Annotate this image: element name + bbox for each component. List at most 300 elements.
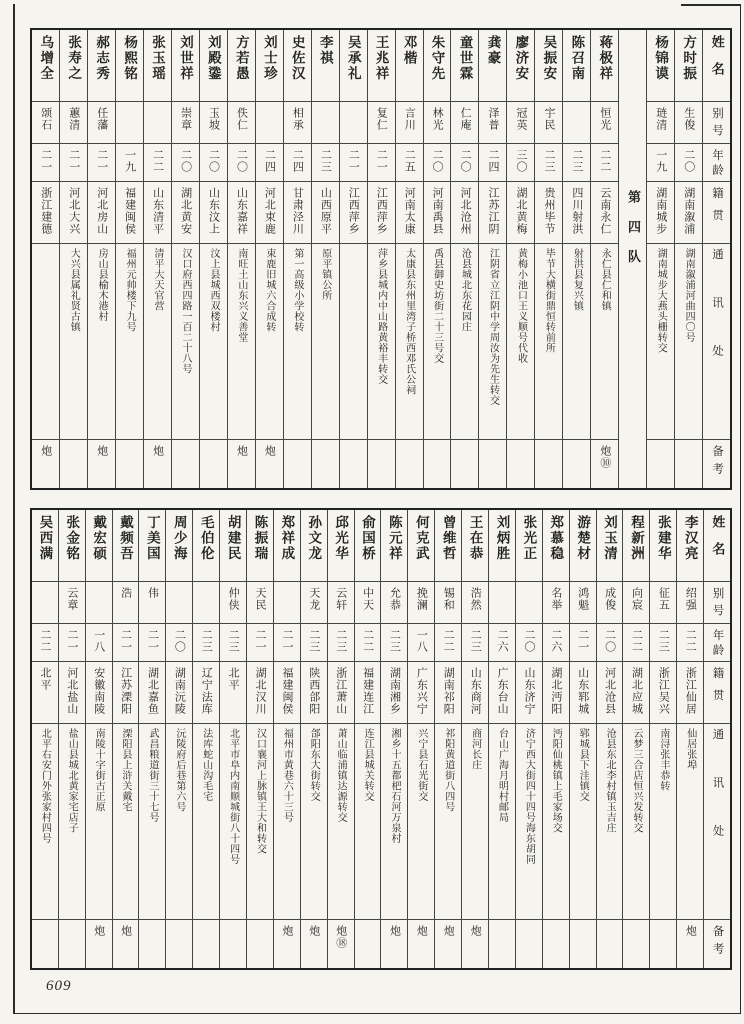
person-address — [597, 724, 623, 920]
person-age — [507, 144, 534, 182]
person-native — [507, 182, 534, 244]
person-native — [479, 182, 506, 244]
person-address-text: 萍乡县城内中山路黄裕丰转交 — [375, 248, 387, 385]
person-alias — [144, 102, 171, 144]
person-column — [380, 510, 407, 968]
person-age-text: 二一 — [254, 629, 267, 653]
person-native-text: 山东汶上 — [207, 187, 220, 235]
row-label-column — [702, 30, 730, 488]
person-name — [340, 30, 367, 102]
person-column — [434, 510, 461, 968]
person-name-text: 张建华 — [655, 515, 671, 562]
person-address-text: 永仁县仁和镇 — [599, 248, 611, 311]
row-label-remark-text: 备考 — [710, 445, 723, 480]
person-name-text: 郝志秀 — [94, 35, 110, 82]
person-native-text: 云南永仁 — [598, 187, 611, 235]
person-age — [381, 624, 407, 662]
person-address-text: 商河长庄 — [469, 728, 481, 770]
person-remark — [543, 920, 569, 968]
person-remark-text: 炮 — [119, 925, 132, 937]
person-native-text: 湖北应城 — [630, 667, 643, 715]
person-name — [591, 30, 618, 102]
person-age-text: 二一 — [67, 149, 80, 173]
person-alias-text: 冠英 — [515, 107, 527, 131]
person-name — [647, 30, 674, 102]
person-alias — [247, 582, 273, 624]
person-native-text: 广东台山 — [496, 667, 509, 715]
person-remark — [228, 440, 255, 488]
person-native-text: 山东清平 — [151, 187, 164, 235]
person-address-text: 郃阳东大街转交 — [308, 728, 320, 802]
person-native — [462, 662, 488, 724]
person-alias — [675, 102, 702, 144]
page-frame-left — [13, 4, 15, 1014]
person-column — [138, 510, 165, 968]
person-column — [542, 510, 569, 968]
person-native-text: 江苏溧阳 — [119, 667, 132, 715]
person-alias-text: 颂石 — [39, 107, 52, 131]
person-native-text: 广东兴宁 — [415, 667, 428, 715]
person-address — [301, 724, 327, 920]
person-age — [451, 144, 478, 182]
person-alias-text: 复仁 — [375, 107, 388, 131]
person-remark — [340, 440, 367, 488]
person-alias-text: 崇章 — [179, 107, 192, 131]
person-name — [301, 510, 327, 582]
person-name — [88, 30, 115, 102]
person-native-text: 湖南城步 — [654, 187, 667, 235]
person-age-text: 二三 — [200, 629, 213, 653]
person-column — [423, 30, 451, 488]
person-address — [424, 244, 451, 440]
person-native — [193, 662, 219, 724]
person-address — [144, 244, 171, 440]
person-address-text: 湖南溆浦河曲四〇号 — [683, 248, 695, 343]
row-label-age — [703, 144, 730, 182]
person-remark — [563, 440, 590, 488]
person-column — [339, 30, 367, 488]
person-alias-text: 向宸 — [630, 587, 643, 611]
person-age-text: 二一 — [576, 629, 589, 653]
person-address — [381, 724, 407, 920]
person-alias — [172, 102, 199, 144]
person-remark — [451, 440, 478, 488]
person-name-text: 刘殿鍌 — [205, 35, 221, 82]
person-remark — [60, 440, 87, 488]
person-age — [424, 144, 451, 182]
person-column — [622, 510, 649, 968]
page-frame-top-right — [681, 4, 741, 6]
person-column — [300, 510, 327, 968]
person-address — [166, 724, 192, 920]
person-alias-text: 征五 — [657, 587, 670, 611]
person-remark — [677, 920, 703, 968]
row-label-column — [703, 510, 730, 968]
person-age-text: 二五 — [403, 149, 416, 173]
person-name-text: 刘世祥 — [177, 35, 193, 82]
person-native-text: 江西萍乡 — [375, 187, 388, 235]
person-address-text: 沧县东北李村镇玉吉庄 — [604, 728, 616, 833]
person-age-text: 二一 — [280, 629, 293, 653]
person-age-text: 二一 — [375, 149, 388, 173]
person-age — [86, 624, 112, 662]
person-remark — [88, 440, 115, 488]
person-alias-text: 天龙 — [307, 587, 320, 611]
person-address-text: 沅陵府后巷第六号 — [173, 728, 185, 812]
person-alias-text: 宇民 — [542, 107, 555, 131]
person-address-text: 祁阳黄道街八四号 — [442, 728, 454, 812]
person-remark — [408, 920, 434, 968]
person-native — [489, 662, 515, 724]
person-column — [478, 30, 506, 488]
person-remark — [489, 920, 515, 968]
person-name-text: 吴西满 — [37, 515, 53, 562]
person-alias — [193, 582, 219, 624]
person-name-text: 邓楷 — [401, 35, 417, 66]
row-label-remark-text: 备考 — [711, 925, 724, 960]
person-name — [60, 30, 87, 102]
person-address-text: 汉口府西四路一百二十八号 — [180, 248, 191, 374]
person-name — [368, 30, 395, 102]
person-name — [328, 510, 354, 582]
person-address-text: 武昌粮道街三十七号 — [146, 728, 158, 823]
person-alias — [396, 102, 423, 144]
person-alias — [408, 582, 434, 624]
person-alias-text: 生俊 — [682, 107, 695, 131]
person-address — [274, 724, 300, 920]
person-alias — [228, 102, 255, 144]
person-age-text: 二二 — [684, 629, 697, 653]
person-address-text: 北平右安门外张家村四号 — [39, 728, 51, 844]
person-name-text: 杨熙铭 — [122, 35, 138, 82]
person-alias-text: 佚仁 — [235, 107, 248, 131]
person-address-text: 房山县榆木港村 — [96, 248, 108, 322]
person-alias-text: 仲侠 — [227, 587, 240, 611]
row-label-address-text: 通讯处 — [710, 248, 723, 393]
person-name-text: 王在恭 — [467, 515, 483, 562]
person-address-text: 湘乡十五都杷石河万泉村 — [388, 728, 400, 844]
person-name-text: 龚豪 — [485, 35, 501, 66]
person-alias-text: 绍强 — [684, 587, 697, 611]
person-address — [563, 244, 590, 440]
person-native — [570, 662, 596, 724]
person-address — [623, 724, 649, 920]
person-remark-text: 炮 — [415, 925, 428, 937]
person-address — [59, 724, 85, 920]
person-column — [32, 510, 58, 968]
person-name — [563, 30, 590, 102]
person-address — [86, 724, 112, 920]
person-age-text: 二〇 — [235, 149, 248, 173]
person-address — [340, 244, 367, 440]
person-name-text: 李祺 — [317, 35, 333, 66]
person-native-text: 浙江吴兴 — [657, 667, 670, 715]
person-name-text: 张金铭 — [64, 515, 80, 562]
person-address-text: 大兴县属礼贤古镇 — [68, 248, 80, 332]
person-native — [228, 182, 255, 244]
person-native-text: 湖北汉川 — [254, 667, 267, 715]
row-label-address — [704, 724, 730, 920]
person-alias-text: 林光 — [431, 107, 444, 131]
person-alias-text: 伟 — [146, 587, 159, 599]
person-age — [650, 624, 676, 662]
person-address — [172, 244, 199, 440]
person-remark — [312, 440, 339, 488]
person-remark-text: 炮⑩ — [598, 445, 611, 469]
person-column — [488, 510, 515, 968]
person-alias — [563, 102, 590, 144]
person-column — [395, 30, 423, 488]
person-alias — [597, 582, 623, 624]
person-age — [32, 624, 58, 662]
person-age — [301, 624, 327, 662]
person-native — [597, 662, 623, 724]
person-column — [676, 510, 703, 968]
person-name — [597, 510, 623, 582]
person-age-text: 二三 — [334, 629, 347, 653]
row-label-remark — [704, 920, 730, 968]
person-name — [256, 30, 283, 102]
person-alias-text: 浩然 — [469, 587, 482, 611]
person-remark-text: 炮 — [235, 445, 248, 457]
person-name — [535, 30, 562, 102]
person-native — [424, 182, 451, 244]
person-native-text: 河北沧县 — [603, 667, 616, 715]
person-alias — [368, 102, 395, 144]
person-age — [88, 144, 115, 182]
person-native-text: 北平 — [38, 667, 51, 691]
person-alias — [570, 582, 596, 624]
person-address-text: 连江县城关转交 — [362, 728, 374, 802]
person-name — [479, 30, 506, 102]
person-name-text: 邱光华 — [333, 515, 349, 562]
person-native — [59, 662, 85, 724]
person-name — [396, 30, 423, 102]
person-address — [139, 724, 165, 920]
person-remark — [597, 920, 623, 968]
person-native — [368, 182, 395, 244]
person-name-text: 刘炳胜 — [494, 515, 510, 562]
person-remark — [591, 440, 618, 488]
person-age — [563, 144, 590, 182]
person-native-text: 湖北沔阳 — [549, 667, 562, 715]
person-age-text: 二四 — [263, 149, 276, 173]
person-age-text: 二一 — [146, 629, 159, 653]
person-address-text: 禹县御史坊街二十三号交 — [431, 248, 443, 364]
person-name-text: 毛伯伦 — [198, 515, 214, 562]
row-label-alias-text: 别号 — [711, 587, 724, 621]
person-column — [649, 510, 676, 968]
person-native-text: 湖北黄安 — [179, 187, 192, 235]
person-native-text: 江西萍乡 — [347, 187, 360, 235]
person-age-text: 二一 — [119, 629, 132, 653]
person-age-text: 二一 — [95, 149, 108, 173]
person-name — [312, 30, 339, 102]
person-address — [570, 724, 596, 920]
person-age — [516, 624, 542, 662]
person-remark — [462, 920, 488, 968]
person-name-text: 郑祥成 — [279, 515, 295, 562]
person-remark — [623, 920, 649, 968]
roster-table-top — [30, 28, 732, 490]
person-alias-text: 仁庵 — [459, 107, 472, 131]
person-name-text: 戴频吾 — [118, 515, 134, 562]
person-remark — [220, 920, 246, 968]
person-native — [312, 182, 339, 244]
person-native-text: 湖北黄梅 — [515, 187, 527, 235]
person-remark-text: 炮 — [442, 925, 455, 937]
person-native-text: 贵州毕节 — [542, 187, 555, 235]
person-column — [273, 510, 300, 968]
person-age — [312, 144, 339, 182]
person-age-text: 二六 — [549, 629, 562, 653]
person-name — [677, 510, 703, 582]
row-label-alias-text: 别号 — [710, 107, 723, 141]
row-label-alias — [703, 102, 730, 144]
person-name-text: 曾维哲 — [440, 515, 456, 562]
person-name — [284, 30, 311, 102]
person-native — [247, 662, 273, 724]
person-age-text: 二三 — [657, 629, 670, 653]
person-native — [535, 182, 562, 244]
person-address-text: 南浔张丰恭转 — [657, 728, 669, 791]
person-name-text: 俞国桥 — [360, 515, 376, 562]
person-native-text: 河南禹县 — [431, 187, 444, 235]
person-address — [591, 244, 618, 440]
person-native — [340, 182, 367, 244]
person-address — [408, 724, 434, 920]
person-native-text: 河北房山 — [95, 187, 108, 235]
row-label-name-text: 姓名 — [709, 35, 725, 90]
person-native — [623, 662, 649, 724]
person-alias-text: 浩 — [119, 587, 132, 599]
person-native-text: 湖南沅陵 — [173, 667, 186, 715]
person-name-text: 郑慕稳 — [548, 515, 564, 562]
person-native — [139, 662, 165, 724]
person-age-text: 二三 — [570, 149, 583, 173]
person-native-text: 河北束鹿 — [263, 187, 276, 235]
person-name — [424, 30, 451, 102]
person-age-text: 二二 — [151, 149, 164, 173]
person-alias — [462, 582, 488, 624]
person-address-text: 福州元帅楼下九号 — [124, 248, 136, 332]
person-address-text: 云梦三合店恒兴发转交 — [630, 728, 642, 833]
person-address-text: 汉口襄河上脉镇王大和转交 — [254, 728, 266, 854]
person-alias-text: 天民 — [254, 587, 267, 611]
person-age — [543, 624, 569, 662]
person-age-text: 二六 — [496, 629, 509, 653]
roster-table-bottom — [30, 508, 732, 970]
row-label-alias — [704, 582, 730, 624]
person-name — [381, 510, 407, 582]
row-label-remark — [703, 440, 730, 488]
person-age-text: 一九 — [123, 149, 136, 173]
person-name-text: 蒋极祥 — [597, 35, 613, 82]
person-name — [59, 510, 85, 582]
person-native-text: 山东商河 — [469, 667, 482, 715]
person-alias-text: 成俊 — [603, 587, 616, 611]
person-remark — [274, 920, 300, 968]
person-address-text: 清平大天官营 — [152, 248, 164, 311]
person-address-text: 太康县东州里湾子桥西邓氏公祠 — [403, 248, 415, 395]
person-name — [228, 30, 255, 102]
person-age — [200, 144, 227, 182]
person-native-text: 浙江建德 — [39, 187, 52, 235]
person-address — [113, 724, 139, 920]
person-native — [86, 662, 112, 724]
person-address — [200, 244, 227, 440]
person-remark — [200, 440, 227, 488]
person-name-text: 孙文龙 — [306, 515, 322, 562]
person-address-text: 沔阳仙桃镇上毛家场交 — [550, 728, 562, 833]
person-column — [246, 510, 273, 968]
person-age — [340, 144, 367, 182]
person-age — [647, 144, 674, 182]
person-remark-text: 炮 — [95, 445, 108, 457]
person-name-text: 陈召南 — [569, 35, 585, 82]
person-name-text: 陈振瑞 — [252, 515, 268, 562]
person-remark-text: 炮 — [151, 445, 164, 457]
person-remark-text: 炮 — [388, 925, 401, 937]
person-remark — [139, 920, 165, 968]
person-name — [675, 30, 702, 102]
person-column — [590, 30, 618, 488]
person-column — [534, 30, 562, 488]
person-alias — [650, 582, 676, 624]
person-name — [32, 30, 59, 102]
person-name — [116, 30, 143, 102]
person-name-text: 周少海 — [171, 515, 187, 562]
person-native — [274, 662, 300, 724]
person-name-text: 陈元祥 — [386, 515, 402, 562]
person-native-text: 四川射洪 — [570, 187, 583, 235]
person-age-text: 二〇 — [173, 629, 186, 653]
person-address-text: 束鹿旧城六合成转 — [263, 248, 275, 332]
person-native-text: 江苏江阴 — [487, 187, 500, 235]
person-address-text: 法库蛇山沟毛宅 — [200, 728, 212, 802]
person-column — [327, 510, 354, 968]
person-age-text: 二四 — [487, 149, 500, 173]
person-age-text: 二一 — [65, 629, 78, 653]
person-alias — [59, 582, 85, 624]
person-alias — [284, 102, 311, 144]
person-name — [86, 510, 112, 582]
person-age — [166, 624, 192, 662]
person-column — [283, 30, 311, 488]
person-address — [435, 724, 461, 920]
person-age — [256, 144, 283, 182]
person-remark — [247, 920, 273, 968]
person-age — [623, 624, 649, 662]
person-age — [435, 624, 461, 662]
person-name-text: 丁美国 — [144, 515, 160, 562]
person-alias-text: 中天 — [361, 587, 374, 611]
person-alias-text: 蕙清 — [67, 107, 80, 131]
person-alias-text: 相承 — [291, 107, 304, 131]
person-age — [597, 624, 623, 662]
person-address — [193, 724, 219, 920]
person-alias — [516, 582, 542, 624]
person-native — [647, 182, 674, 244]
person-remark — [256, 440, 283, 488]
person-name — [623, 510, 649, 582]
person-name-text: 廖济安 — [513, 35, 529, 82]
person-address-text: 沧县城北东花园庄 — [459, 248, 471, 332]
person-native-text: 河北沧州 — [459, 187, 472, 235]
person-column — [596, 510, 623, 968]
person-native — [301, 662, 327, 724]
person-age — [116, 144, 143, 182]
